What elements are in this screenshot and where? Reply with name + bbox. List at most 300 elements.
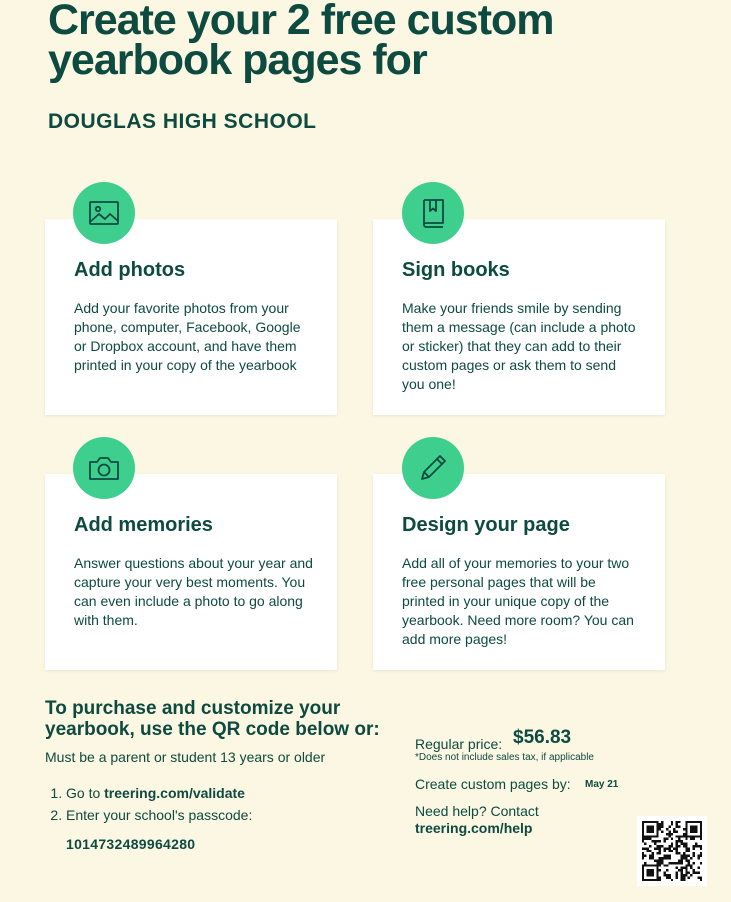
- qr-module: [676, 867, 678, 869]
- qr-module: [654, 864, 656, 866]
- qr-module: [651, 821, 653, 823]
- qr-module: [690, 857, 692, 859]
- qr-module: [676, 835, 678, 837]
- qr-module: [671, 845, 673, 847]
- qr-module: [659, 864, 661, 866]
- qr-module: [688, 862, 690, 864]
- qr-module: [651, 855, 653, 857]
- qr-module: [668, 850, 670, 852]
- qr-module: [647, 869, 649, 871]
- qr-module: [659, 828, 661, 830]
- qr-module: [673, 862, 675, 864]
- qr-module: [676, 840, 678, 842]
- qr-module: [688, 864, 690, 866]
- qr-module: [685, 845, 687, 847]
- qr-module: [642, 876, 644, 878]
- qr-module: [690, 874, 692, 876]
- feature-card-design-page: [373, 474, 665, 670]
- qr-module: [685, 843, 687, 845]
- qr-module: [666, 833, 668, 835]
- qr-module: [661, 845, 663, 847]
- qr-module: [647, 879, 649, 881]
- qr-module: [678, 852, 680, 854]
- qr-module: [668, 847, 670, 849]
- qr-module: [647, 838, 649, 840]
- qr-module: [700, 823, 702, 825]
- qr-module: [666, 847, 668, 849]
- validate-link[interactable]: treering.com/validate: [104, 785, 245, 801]
- qr-module: [685, 867, 687, 869]
- qr-module: [666, 876, 668, 878]
- qr-module: [678, 835, 680, 837]
- qr-module: [676, 826, 678, 828]
- qr-module: [644, 879, 646, 881]
- qr-module: [668, 876, 670, 878]
- qr-module: [654, 843, 656, 845]
- qr-module: [656, 833, 658, 835]
- qr-module: [656, 867, 658, 869]
- qr-module: [680, 857, 682, 859]
- qr-module: [656, 864, 658, 866]
- feature-card-add-photos: [45, 219, 337, 415]
- qr-module: [676, 872, 678, 874]
- qr-module: [659, 850, 661, 852]
- qr-module: [688, 850, 690, 852]
- qr-module: [693, 830, 695, 832]
- qr-module: [680, 874, 682, 876]
- qr-module: [656, 845, 658, 847]
- qr-module: [690, 838, 692, 840]
- qr-module: [642, 821, 644, 823]
- qr-module: [654, 840, 656, 842]
- qr-module: [661, 857, 663, 859]
- feature-title: Sign books: [402, 259, 510, 281]
- feature-card-sign-books: [373, 219, 665, 415]
- feature-title: Add memories: [74, 514, 213, 536]
- qr-module: [649, 855, 651, 857]
- qr-module: [693, 862, 695, 864]
- qr-module: [678, 845, 680, 847]
- feature-badge: [402, 437, 464, 499]
- qr-module: [695, 843, 697, 845]
- qr-module: [649, 821, 651, 823]
- qr-module: [683, 867, 685, 869]
- qr-module: [651, 830, 653, 832]
- qr-module: [656, 830, 658, 832]
- qr-module: [666, 864, 668, 866]
- qr-module: [649, 838, 651, 840]
- pencil-icon: [416, 451, 450, 485]
- book-icon: [416, 196, 450, 230]
- help-link[interactable]: treering.com/help: [415, 820, 533, 836]
- qr-module: [680, 862, 682, 864]
- qr-module: [642, 867, 644, 869]
- qr-module: [644, 847, 646, 849]
- qr-module: [683, 876, 685, 878]
- qr-module: [680, 876, 682, 878]
- qr-module: [656, 823, 658, 825]
- qr-module: [661, 821, 663, 823]
- qr-module: [656, 859, 658, 861]
- qr-module: [697, 872, 699, 874]
- qr-module: [695, 845, 697, 847]
- qr-module: [700, 845, 702, 847]
- qr-module: [678, 840, 680, 842]
- qr-module: [642, 847, 644, 849]
- qr-module: [693, 855, 695, 857]
- qr-module: [644, 864, 646, 866]
- qr-module: [680, 835, 682, 837]
- qr-module: [697, 857, 699, 859]
- qr-module: [659, 869, 661, 871]
- qr-module: [659, 859, 661, 861]
- qr-module: [690, 835, 692, 837]
- qr-module: [671, 862, 673, 864]
- qr-module: [647, 830, 649, 832]
- price-label: Regular price:: [415, 736, 503, 752]
- qr-module: [690, 864, 692, 866]
- qr-module: [671, 838, 673, 840]
- qr-module: [695, 828, 697, 830]
- qr-module: [668, 830, 670, 832]
- qr-module: [680, 867, 682, 869]
- qr-module: [693, 872, 695, 874]
- qr-module: [697, 867, 699, 869]
- qr-module: [685, 857, 687, 859]
- qr-module: [693, 847, 695, 849]
- qr-module: [668, 833, 670, 835]
- qr-module: [666, 855, 668, 857]
- qr-module: [649, 845, 651, 847]
- qr-module: [678, 859, 680, 861]
- qr-module: [680, 869, 682, 871]
- qr-module: [642, 838, 644, 840]
- qr-module: [693, 828, 695, 830]
- qr-module: [666, 838, 668, 840]
- deadline-value: May 21: [585, 779, 619, 790]
- qr-module: [700, 852, 702, 854]
- help-label: Need help? Contact: [415, 803, 539, 819]
- qr-module: [685, 838, 687, 840]
- qr-module: [649, 828, 651, 830]
- qr-module: [659, 879, 661, 881]
- qr-module: [654, 821, 656, 823]
- qr-module: [666, 874, 668, 876]
- feature-badge: [73, 437, 135, 499]
- qr-module: [700, 833, 702, 835]
- qr-module: [659, 862, 661, 864]
- qr-module: [668, 857, 670, 859]
- qr-module: [680, 855, 682, 857]
- qr-module: [680, 859, 682, 861]
- step-validate: [66, 782, 252, 804]
- qr-module: [678, 838, 680, 840]
- qr-module: [695, 826, 697, 828]
- qr-module: [676, 830, 678, 832]
- qr-module: [656, 874, 658, 876]
- qr-module: [697, 821, 699, 823]
- qr-module: [649, 874, 651, 876]
- qr-module: [685, 835, 687, 837]
- qr-module: [659, 826, 661, 828]
- qr-module: [649, 879, 651, 881]
- qr-module: [642, 826, 644, 828]
- qr-module: [685, 869, 687, 871]
- qr-module: [676, 874, 678, 876]
- qr-module: [656, 835, 658, 837]
- qr-module: [649, 830, 651, 832]
- qr-module: [642, 835, 644, 837]
- qr-module: [644, 835, 646, 837]
- qr-module: [671, 843, 673, 845]
- qr-module: [671, 823, 673, 825]
- qr-module: [651, 826, 653, 828]
- qr-module: [649, 872, 651, 874]
- qr-module: [642, 833, 644, 835]
- qr-module: [683, 874, 685, 876]
- qr-module: [642, 840, 644, 842]
- qr-module: [664, 840, 666, 842]
- qr-module: [649, 835, 651, 837]
- qr-module: [680, 840, 682, 842]
- qr-module: [642, 864, 644, 866]
- camera-icon: [87, 451, 121, 485]
- qr-module: [695, 835, 697, 837]
- qr-module: [664, 838, 666, 840]
- qr-module: [656, 828, 658, 830]
- qr-module: [651, 874, 653, 876]
- qr-module: [683, 843, 685, 845]
- qr-module: [656, 872, 658, 874]
- qr-module: [656, 869, 658, 871]
- qr-module: [642, 869, 644, 871]
- qr-module: [697, 835, 699, 837]
- qr-module: [690, 867, 692, 869]
- qr-module: [685, 847, 687, 849]
- qr-module: [690, 828, 692, 830]
- qr-module: [656, 826, 658, 828]
- qr-module: [693, 852, 695, 854]
- qr-module: [683, 855, 685, 857]
- qr-module: [647, 847, 649, 849]
- qr-module: [661, 830, 663, 832]
- qr-module: [649, 864, 651, 866]
- feature-description: Answer questions about your year and capture your very best moments. You can even include a photo to go along with them.: [74, 555, 313, 628]
- qr-module: [642, 852, 644, 854]
- qr-module: [649, 869, 651, 871]
- page-title: [48, 0, 688, 84]
- qr-module: [649, 850, 651, 852]
- qr-module: [700, 835, 702, 837]
- qr-module: [673, 847, 675, 849]
- qr-module: [654, 879, 656, 881]
- qr-module: [642, 823, 644, 825]
- qr-module: [661, 862, 663, 864]
- qr-module: [688, 876, 690, 878]
- qr-module: [700, 830, 702, 832]
- qr-module: [683, 833, 685, 835]
- qr-module: [688, 859, 690, 861]
- step-passcode: 2. Enter your school's passcode:: [66, 804, 252, 826]
- qr-module: [656, 840, 658, 842]
- qr-module: [700, 847, 702, 849]
- qr-module: [661, 826, 663, 828]
- qr-module: [649, 826, 651, 828]
- qr-module: [651, 879, 653, 881]
- qr-module: [680, 879, 682, 881]
- qr-module: [685, 833, 687, 835]
- qr-module: [664, 872, 666, 874]
- qr-module: [654, 859, 656, 861]
- qr-module: [642, 879, 644, 881]
- qr-module: [693, 845, 695, 847]
- qr-module: [647, 874, 649, 876]
- qr-module: [693, 826, 695, 828]
- qr-module: [676, 847, 678, 849]
- qr-module: [683, 828, 685, 830]
- qr-module: [676, 850, 678, 852]
- qr-module: [688, 835, 690, 837]
- qr-module: [666, 857, 668, 859]
- qr-module: [668, 835, 670, 837]
- qr-module: [664, 855, 666, 857]
- qr-module: [656, 852, 658, 854]
- qr-module: [661, 859, 663, 861]
- tax-note: *Does not include sales tax, if applicable: [415, 752, 594, 763]
- qr-module: [673, 828, 675, 830]
- qr-module: [656, 862, 658, 864]
- qr-module: [642, 828, 644, 830]
- qr-module: [644, 843, 646, 845]
- feature-badge: [73, 182, 135, 244]
- qr-module: [654, 847, 656, 849]
- feature-card-add-memories: [45, 474, 337, 670]
- qr-module: [651, 857, 653, 859]
- qr-module: [673, 830, 675, 832]
- qr-module: [700, 879, 702, 881]
- qr-module: [676, 852, 678, 854]
- feature-title: Add photos: [74, 259, 186, 281]
- qr-module: [671, 821, 673, 823]
- qr-module: [642, 872, 644, 874]
- qr-module: [688, 872, 690, 874]
- qr-module: [644, 821, 646, 823]
- qr-module: [700, 821, 702, 823]
- image-icon: [87, 196, 121, 230]
- qr-module: [676, 862, 678, 864]
- qr-module: [659, 823, 661, 825]
- qr-module: [685, 823, 687, 825]
- qr-module: [651, 828, 653, 830]
- qr-module: [642, 857, 644, 859]
- qr-module: [693, 838, 695, 840]
- qr-module: [685, 874, 687, 876]
- qr-module: [678, 869, 680, 871]
- qr-module: [685, 859, 687, 861]
- purchase-heading: To purchase and customize your yearbook, use the QR code below or:: [45, 698, 380, 740]
- qr-module: [697, 845, 699, 847]
- qr-module: [647, 828, 649, 830]
- qr-module: [664, 857, 666, 859]
- qr-module: [666, 828, 668, 830]
- qr-module: [651, 840, 653, 842]
- qr-module: [680, 872, 682, 874]
- qr-module: [700, 876, 702, 878]
- qr-module: [690, 830, 692, 832]
- qr-module: [642, 830, 644, 832]
- feature-badge: [402, 182, 464, 244]
- qr-module: [680, 843, 682, 845]
- qr-module: [664, 864, 666, 866]
- qr-module: [664, 874, 666, 876]
- deadline-label: Create custom pages by:: [415, 776, 571, 792]
- qr-module: [685, 828, 687, 830]
- qr-module: [683, 857, 685, 859]
- qr-module: [676, 823, 678, 825]
- qr-module: [651, 872, 653, 874]
- qr-module: [647, 821, 649, 823]
- qr-module: [647, 835, 649, 837]
- qr-module: [678, 821, 680, 823]
- qr-module: [656, 847, 658, 849]
- qr-module: [693, 869, 695, 871]
- qr-module: [685, 855, 687, 857]
- qr-module: [697, 876, 699, 878]
- qr-module: [685, 850, 687, 852]
- qr-module: [664, 847, 666, 849]
- qr-module: [676, 821, 678, 823]
- qr-module: [644, 838, 646, 840]
- qr-module: [697, 855, 699, 857]
- feature-description: Make your friends smile by sending them a message (can include a photo or sticker) that they can add to their custom pages or ask them to send you one!: [402, 300, 636, 392]
- qr-module: [659, 845, 661, 847]
- feature-title: Design your page: [402, 514, 570, 536]
- feature-description: Add all of your memories to your two free personal pages that will be printed in your unique copy of the yearbook. Need more room? You can add more pages!: [402, 555, 634, 647]
- qr-module: [693, 835, 695, 837]
- step-prefix: Go to: [66, 785, 105, 801]
- qr-module: [644, 862, 646, 864]
- qr-module: [700, 855, 702, 857]
- qr-module: [688, 855, 690, 857]
- qr-module: [671, 879, 673, 881]
- qr-module: [647, 872, 649, 874]
- qr-module: [659, 847, 661, 849]
- qr-module: [656, 876, 658, 878]
- qr-module: [651, 864, 653, 866]
- title-line-2: yearbook pages for: [48, 36, 427, 84]
- qr-module: [693, 821, 695, 823]
- qr-module: [644, 855, 646, 857]
- qr-module: [695, 830, 697, 832]
- qr-module: [676, 843, 678, 845]
- price-value: $56.83: [513, 727, 572, 748]
- qr-module: [664, 850, 666, 852]
- qr-module: [659, 852, 661, 854]
- qr-module: [659, 840, 661, 842]
- qr-module: [695, 821, 697, 823]
- qr-module: [690, 821, 692, 823]
- qr-module: [683, 845, 685, 847]
- qr-module: [666, 869, 668, 871]
- qr-module: [685, 830, 687, 832]
- qr-code[interactable]: [637, 816, 707, 886]
- qr-module: [695, 872, 697, 874]
- school-passcode: 1014732489964280: [66, 836, 196, 852]
- qr-module: [685, 872, 687, 874]
- qr-module: [685, 864, 687, 866]
- qr-module: [683, 835, 685, 837]
- qr-module: [671, 833, 673, 835]
